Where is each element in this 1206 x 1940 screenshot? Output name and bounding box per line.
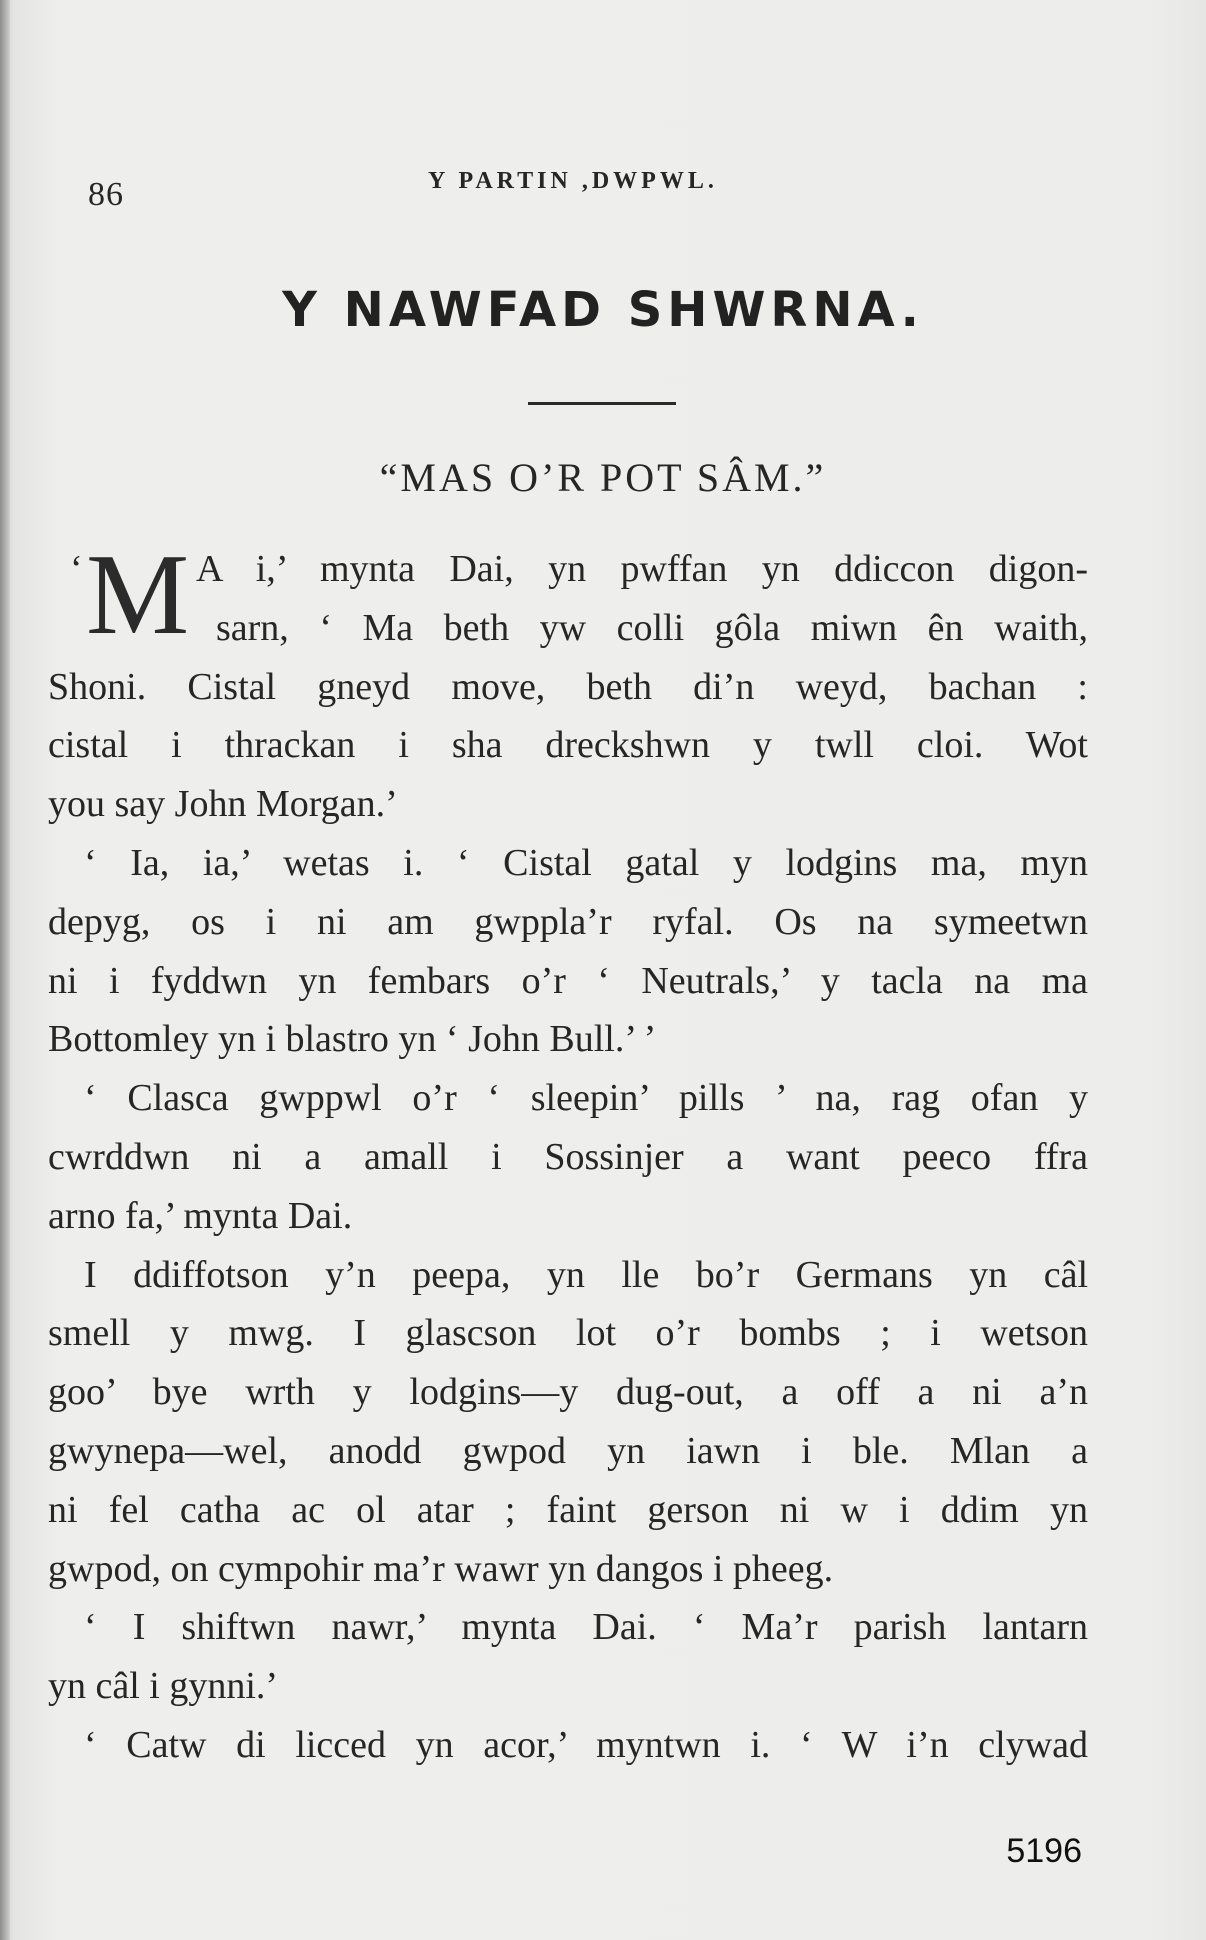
text-line: yn câl i gynni.’ xyxy=(48,1665,279,1708)
text-line: cistal i thrackan i sha dreckshwn y twll cloi. Wot xyxy=(48,724,1088,767)
text-line: A i,’ mynta Dai, yn pwffan yn ddiccon digon- xyxy=(196,548,1088,590)
catalog-number: 5196 xyxy=(1006,1832,1082,1870)
chapter-subtitle: “MAS O’R POT SÂM.” xyxy=(379,455,827,500)
title-rule xyxy=(528,402,676,405)
text-line: cwrddwn ni a amall i Sossinjer a want peeco ffra xyxy=(48,1135,1088,1178)
text-line: Bottomley yn i blastro yn ‘ John Bull.’ ’ xyxy=(48,1018,657,1061)
text-line: sarn, ‘ Ma beth yw colli gôla miwn ên waith, xyxy=(216,606,1088,649)
text-line: ‘ I shiftwn nawr,’ mynta Dai. ‘ Ma’r parish lantarn xyxy=(84,1606,1088,1649)
drop-cap-letter: M xyxy=(86,531,190,659)
text-line: ‘ Catw di licced yn acor,’ myntwn i. ‘ W i’n clywad xyxy=(84,1723,1088,1766)
text-line: gwynepa—wel, anodd gwpod yn iawn i ble. Mlan a xyxy=(48,1429,1088,1472)
text-line: smell y mwg. I glascson lot o’r bombs ; i wetson xyxy=(48,1312,1088,1355)
text-line: goo’ bye wrth y lodgins—y dug-out, a off a ni a’n xyxy=(48,1371,1088,1414)
drop-cap-paragraph xyxy=(48,531,1088,659)
chapter-title: Y NAWFAD SHWRNA. xyxy=(282,282,924,338)
running-title: Y PARTIN ,DWPWL. xyxy=(428,168,718,194)
running-head xyxy=(88,168,778,218)
text-line: I ddiffotson y’n peepa, yn lle bo’r Germans yn câl xyxy=(84,1253,1088,1296)
text-line: depyg, os i ni am gwppla’r ryfal. Os na symeetwn xyxy=(48,900,1088,943)
text-line: gwpod, on cympohir ma’r wawr yn dangos i pheeg. xyxy=(48,1547,834,1590)
text-line: arno fa,’ mynta Dai. xyxy=(48,1194,353,1237)
page-number: 86 xyxy=(88,176,124,213)
body-text xyxy=(48,531,1088,1775)
text-line: Shoni. Cistal gneyd move, beth di’n weyd, bachan : xyxy=(48,665,1088,708)
text-line: you say John Morgan.’ xyxy=(48,783,398,826)
text-line: ‘ Clasca gwppwl o’r ‘ sleepin’ pills ’ na, rag ofan y xyxy=(84,1077,1088,1120)
text-line: ni i fyddwn yn fembars o’r ‘ Neutrals,’ y tacla na ma xyxy=(48,959,1088,1002)
text-line: ni fel catha ac ol atar ; faint gerson ni w i ddim yn xyxy=(48,1488,1088,1531)
text-line: ‘ Ia, ia,’ wetas i. ‘ Cistal gatal y lodgins ma, myn xyxy=(84,841,1088,884)
drop-cap-quote: ‘ xyxy=(70,548,83,590)
